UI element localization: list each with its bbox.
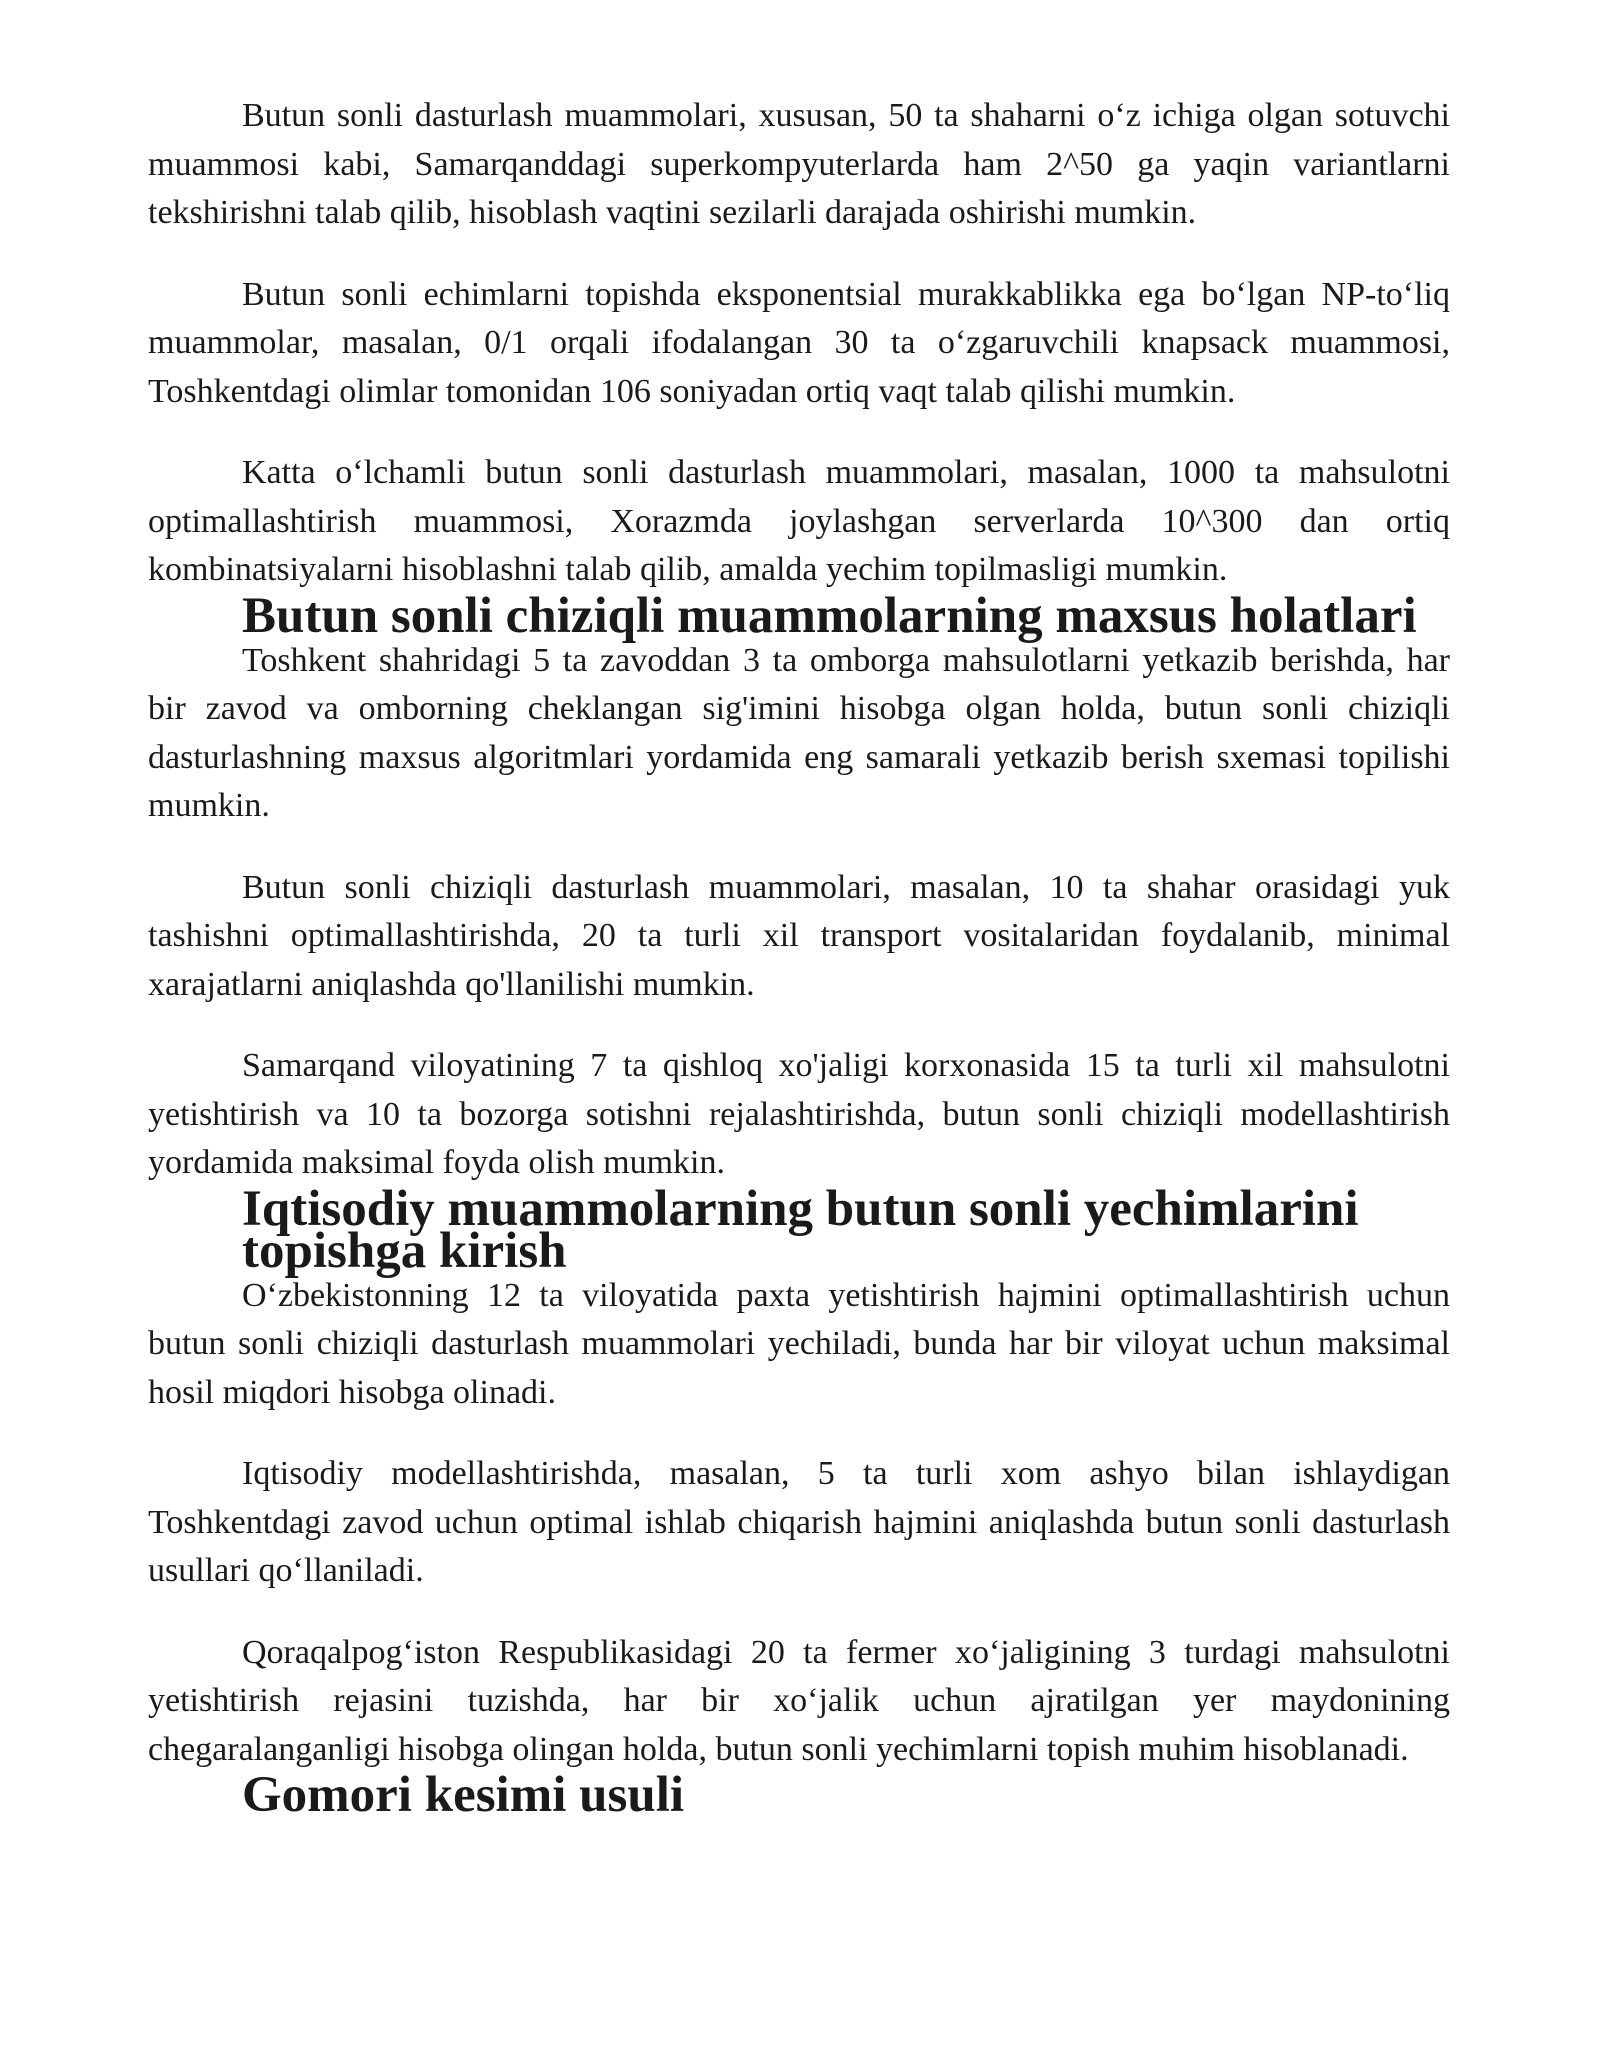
paragraph-tsp-samarkand: Butun sonli dasturlash muammolari, xususan, 50 ta shaharni oʻz ichiga olgan sotuvchi muammosi kabi, Samarqanddagi superkompyuterlarda ham 2^50 ga yaqin variantlarni tekshirishni talab qilib, hisoblash vaqtini sezilarli darajada oshirishi mumkin. [148,97,1450,231]
paragraph-cotton-regions: Oʻzbekistonning 12 ta viloyatida paxta yetishtirish hajmini optimallashtirish uchun butun sonli chiziqli dasturlash muammolari yechiladi, bunda har bir viloyat uchun maksimal hosil miqdori hisobga olinadi. [148,1276,1450,1411]
paragraph-large-scale-khorezm: Katta oʻlchamli butun sonli dasturlash muammolari, masalan, 1000 ta mahsulotni optimallashtirish muammosi, Xorazmda joylashgan serverlarda 10^300 dan ortiq kombinatsiyalarni hisoblashni talab qilib, amalda yechim topilmasligi mumkin. [148,454,1450,588]
paragraph-cargo-transport: Butun sonli chiziqli dasturlash muammolari, masalan, 10 ta shahar orasidagi yuk tashishni optimallashtirishda, 20 ta turli xil transport vositalaridan foydalanib, minimal xarajatlarni aniqlashda qo'llanilishi mumkin. [148,868,1450,1003]
section-heading-special-cases: Butun sonli chiziqli muammolarning maxsus holatlari [242,587,1417,644]
paragraph-tashkent-factories: Toshkent shahridagi 5 ta zavoddan 3 ta omborga mahsulotlarni yetkazib berishda, har bir zavod va omborning cheklangan sig'imini hisobga olgan holda, butun sonli chiziqli dasturlashning maxsus algoritmlari yordamida eng samarali yetkazib berish sxemasi topilishi mumkin. [148,641,1450,824]
paragraph-np-complete-knapsack: Butun sonli echimlarni topishda eksponentsial murakkablikka ega boʻlgan NP-toʻliq muammolar, masalan, 0/1 orqali ifodalangan 30 ta oʻzgaruvchili knapsack muammosi, Toshkentdagi olimlar tomonidan 106 soniyadan ortiq vaqt talab qilishi mumkin. [148,275,1450,410]
section-heading-gomory-cut: Gomori kesimi usuli [242,1767,685,1823]
document-page [148,92,1450,1823]
paragraph-raw-materials-factory: Iqtisodiy modellashtirishda, masalan, 5 ta turli xom ashyo bilan ishlaydigan Toshkentdagi zavod uchun optimal ishlab chiqarish hajmini aniqlashda butun sonli dasturlash usullari qoʻllaniladi. [148,1455,1450,1589]
section-heading-economic-intro: Iqtisodiy muammolarning butun sonli yechimlarini topishga kirish [242,1180,1359,1279]
paragraph-samarkand-agriculture: Samarqand viloyatining 7 ta qishloq xo'jaligi korxonasida 15 ta turli xil mahsulotni yetishtirish va 10 ta bozorga sotishni rejalashtirishda, butun sonli chiziqli modellashtirish yordamida maksimal foyda olish mumkin. [148,1047,1450,1181]
paragraph-karakalpakstan-farms: Qoraqalpogʻiston Respublikasidagi 20 ta fermer xoʻjaligining 3 turdagi mahsulotni yetishtirish rejasini tuzishda, har bir xoʻjalik uchun ajratilgan yer maydonining chegaralanganligi hisobga olingan holda, butun sonli yechimlarni topish muhim hisoblanadi. [148,1633,1450,1768]
